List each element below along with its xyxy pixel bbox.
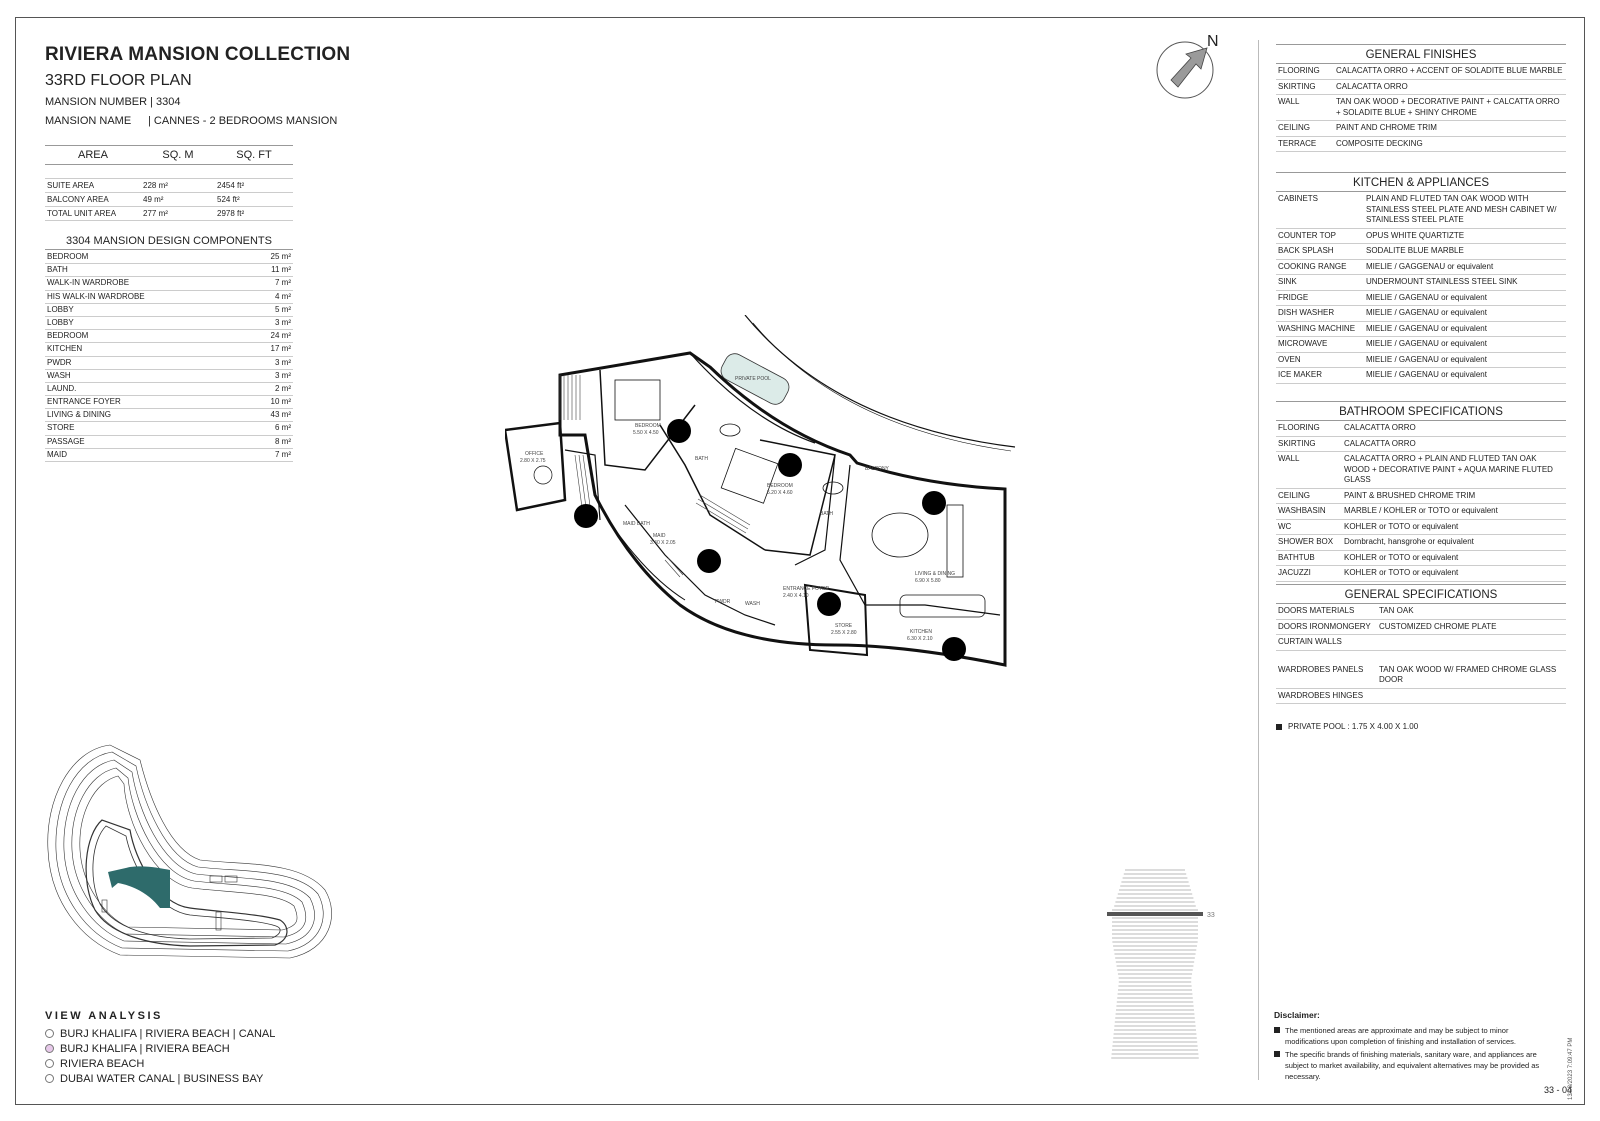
pool-label: PRIVATE POOL [735,376,771,382]
spec-key: SHOWER BOX [1278,537,1334,546]
general-finishes-title: GENERAL FINISHES [1276,44,1566,64]
office-walls [505,423,565,510]
store-label: STORE [835,623,853,629]
spec-value: SODALITE BLUE MARBLE [1366,246,1464,255]
document-title: RIVIERA MANSION COLLECTION [45,44,351,65]
private-pool-note [1276,722,1418,731]
component-area: 6 m² [275,423,291,433]
spec-key: ICE MAKER [1278,370,1323,379]
maid-wall [605,515,685,600]
mansion-name-value: | CANNES - 2 BEDROOMS MANSION [148,115,338,127]
list-item [45,291,293,304]
north-arrow-icon [1171,48,1207,87]
spec-key: OVEN [1278,354,1301,364]
disclaimer-text: The mentioned areas are approximate and may be subject to minor modifications upon completion of finishing and installation of services. [1285,1026,1516,1046]
spec-row [1276,620,1566,636]
area-sqm: 277 m² [141,207,215,221]
spec-key: CEILING [1278,123,1311,132]
legend-item [45,1071,275,1086]
component-name: WASH [47,370,71,380]
spec-key: WASHBASIN [1278,506,1326,515]
spec-value: MIELIE / GAGENAU or equivalent [1366,370,1487,379]
spec-value: MIELIE / GAGENAU or equivalent [1366,308,1487,317]
spec-key: DOORS MATERIALS [1278,606,1355,615]
component-name: BATH [47,265,68,275]
mansion-name-row [45,115,337,127]
component-name: HIS WALK-IN WARDROBE [47,291,145,301]
legend-swatch-icon [45,1074,54,1083]
current-floor-marker [1107,912,1203,916]
bullet-square-icon [1274,1051,1280,1057]
legend-swatch-icon [45,1059,54,1068]
spec-value: KOHLER or TOTO or equivalent [1344,568,1459,577]
spec-value: MIELIE / GAGENAU or equivalent [1366,339,1487,348]
bed-1 [615,380,660,420]
list-item [45,383,293,396]
component-area: 7 m² [275,449,291,459]
component-area: 25 m² [270,252,291,261]
spec-key: COUNTER TOP [1278,230,1336,240]
bath2-label: BATH [820,511,833,517]
wardrobe-hatch [665,558,683,577]
elevation-floor-lines [1111,870,1199,1058]
spec-key: COOKING RANGE [1278,261,1347,271]
building-elevation [1095,868,1225,1083]
column [817,592,841,616]
list-item [45,304,293,317]
component-area: 10 m² [270,397,291,407]
sqft-col-header: SQ. FT [215,146,293,165]
table-row [45,193,293,207]
spec-value: TAN OAK WOOD W/ FRAMED CHROME GLASS DOOR [1379,664,1557,684]
spec-row [1276,353,1566,369]
spec-value: CALACATTA ORRO + ACCENT OF SOLADITE BLUE MARBLE [1336,66,1563,75]
dining-table [947,505,963,577]
spec-value: KOHLER or TOTO or equivalent [1344,521,1459,531]
spec-row [1276,260,1566,276]
print-timestamp: 13/08/2023 7:09:47 PM [1568,1037,1574,1100]
legend-swatch-icon [45,1044,54,1053]
spec-row [1276,322,1566,338]
office-label: OFFICE [525,451,544,457]
spec-value: PAINT & BRUSHED CHROME TRIM [1344,490,1476,500]
column [922,491,946,515]
component-area: 43 m² [270,410,291,420]
spec-key: CABINETS [1278,194,1319,203]
balcony-outer-edge-inner [753,323,1011,451]
spec-row [1276,452,1566,489]
spec-value: TAN OAK [1379,606,1414,615]
building-contours [48,745,332,958]
spec-key: WALL [1278,454,1300,463]
legend-item [45,1041,275,1056]
spec-value: CALACATTA ORRO [1344,423,1416,432]
spec-row [1276,368,1566,384]
spec-key: FRIDGE [1278,292,1309,302]
list-item [45,436,293,449]
spec-value: Dornbracht, hansgrohe or equivalent [1344,537,1474,546]
area-sqft: 2978 ft² [215,207,293,221]
bath2-walls [795,455,835,565]
bath1-label: BATH [695,456,708,462]
column [778,453,802,477]
area-name: TOTAL UNIT AREA [45,207,141,221]
spec-row [1276,663,1566,689]
component-name: LOBBY [47,304,74,314]
spec-key: DOORS IRONMONGERY [1278,621,1371,631]
sqm-col-header: SQ. M [141,146,215,165]
spec-key: TERRACE [1278,138,1317,148]
spec-row [1276,244,1566,260]
spec-row [1276,121,1566,137]
column [667,419,691,443]
spec-value: KOHLER or TOTO or equivalent [1344,552,1459,562]
spec-row [1276,95,1566,121]
bathroom-title: BATHROOM SPECIFICATIONS [1276,401,1566,421]
components-title: 3304 MANSION DESIGN COMPONENTS [45,235,293,250]
area-name: SUITE AREA [45,179,141,193]
component-area: 3 m² [275,370,291,380]
area-sqft: 524 ft² [215,193,293,207]
area-sqm: 49 m² [141,193,215,207]
spec-value: MIELIE / GAGENAU or equivalent [1366,323,1487,333]
legend-swatch-icon [45,1029,54,1038]
mansion-name-label: MANSION NAME [45,115,132,127]
kitchen-label: KITCHEN [910,629,932,635]
spec-value: UNDERMOUNT STAINLESS STEEL SINK [1366,277,1518,286]
component-area: 4 m² [275,291,291,301]
general-specs-section [1276,584,1566,704]
area-table [45,145,293,221]
bathtub-icon [720,424,740,436]
entrance-dim: 2.40 X 4.10 [783,593,809,599]
list-item [45,357,293,370]
component-area: 8 m² [275,436,291,446]
list-item [45,449,293,462]
component-name: STORE [47,423,75,433]
component-name: LIVING & DINING [47,410,112,420]
component-name: PWDR [47,357,72,367]
kitchen-title: KITCHEN & APPLIANCES [1276,172,1566,192]
spec-key: BATHTUB [1278,552,1315,562]
area-col-header: AREA [45,146,141,165]
maid-label: MAID [653,533,666,539]
column [574,504,598,528]
disclaimer [1274,1010,1549,1084]
spec-key: DISH WASHER [1278,308,1335,317]
spec-value: MARBLE / KOHLER or TOTO or equivalent [1344,506,1498,515]
general-specs-title: GENERAL SPECIFICATIONS [1276,584,1566,604]
spec-key: WASHING MACHINE [1278,323,1356,333]
spec-row [1276,635,1566,651]
store-dim: 2.55 X 2.80 [831,630,857,636]
spec-row [1276,566,1566,582]
component-area: 2 m² [275,383,291,393]
spec-value: PLAIN AND FLUTED TAN OAK WOOD WITH STAINLESS STEEL PLATE AND MESH CABINET W/ STAINLESS STEEL PLATE [1366,194,1557,224]
mansion-number: MANSION NUMBER | 3304 [45,96,181,108]
private-pool-text: PRIVATE POOL : 1.75 X 4.00 X 1.00 [1288,722,1419,731]
spec-row [1276,520,1566,536]
components-list [45,251,293,462]
spec-value: COMPOSITE DECKING [1336,138,1423,148]
spec-value: PAINT AND CHROME TRIM [1336,123,1437,132]
sofa-set [872,513,928,557]
component-area: 3 m² [275,357,291,367]
entrance-label: ENTRANCE FOYER [783,586,830,592]
spec-key: SKIRTING [1278,81,1316,91]
spec-row [1276,137,1566,153]
spec-value [1379,637,1564,648]
spec-row [1276,291,1566,307]
bullet-square-icon [1274,1027,1280,1033]
spec-row [1276,275,1566,291]
disclaimer-heading: Disclaimer: [1274,1010,1320,1020]
spec-row [1276,421,1566,437]
spec-row [1276,229,1566,245]
office-dim: 2.80 X 2.75 [520,458,546,464]
area-name: BALCONY AREA [45,193,141,207]
component-name: BEDROOM [47,252,89,261]
list-item [45,409,293,422]
bedroom2-dim: 5.20 X 4.60 [767,490,793,496]
spec-row [1276,604,1566,620]
bath1-walls [660,425,765,550]
living-label: LIVING & DINING [915,571,956,577]
list-item [45,343,293,356]
spec-key: JACUZZI [1278,568,1311,577]
bathroom-section [1276,401,1566,582]
legend-label: RIVIERA BEACH [60,1057,145,1070]
list-item [45,330,293,343]
wash-label: WASH [745,601,760,607]
office-chair [534,466,552,484]
list-item [45,317,293,330]
spec-value: CALACATTA ORRO [1336,81,1408,91]
floor-marker-label: 33 [1207,912,1215,919]
list-item [45,396,293,409]
component-name: MAID [47,449,67,459]
spec-key: BACK SPLASH [1278,246,1334,255]
spec-value [1379,691,1564,702]
view-analysis-legend [45,1026,275,1086]
component-name: KITCHEN [47,344,83,354]
view-analysis [45,1010,275,1086]
spec-value: CALACATTA ORRO [1344,438,1416,448]
component-name: ENTRANCE FOYER [47,397,121,407]
living-dim: 6.90 X 5.80 [915,578,941,584]
spec-key: FLOORING [1278,66,1320,75]
spec-value: CALACATTA ORRO + PLAIN AND FLUTED TAN OAK WOOD + DECORATIVE PAINT + AQUA MARINE FLUTED GLASS [1344,454,1553,484]
kitchen-section [1276,172,1566,384]
spec-row [1276,64,1566,80]
list-item [45,422,293,435]
floor-subtitle: 33RD FLOOR PLAN [45,72,192,89]
bedroom1-label: BEDROOM [635,423,661,429]
spec-row [1276,80,1566,96]
pwdr-label: PWDR [715,599,731,605]
maid-bath-label: MAID BATH [623,521,650,527]
spec-key: WARDROBES HINGES [1278,690,1364,700]
component-name: PASSAGE [47,436,85,446]
spec-row [1276,689,1566,705]
component-area: 17 m² [270,344,291,354]
spec-key: SINK [1278,277,1297,286]
balcony-label: BALCONY [865,466,889,472]
spec-key: CEILING [1278,490,1311,500]
component-name: LAUND. [47,383,77,393]
area-sqft: 2454 ft² [215,179,293,193]
list-item [45,251,293,264]
compass-north-label: N [1207,33,1219,50]
spec-row [1276,337,1566,353]
spec-key: WARDROBES PANELS [1278,664,1364,674]
wardrobe-hatch [696,495,750,533]
component-name: WALK-IN WARDROBE [47,278,130,288]
floor-plan [505,315,1025,690]
spec-row [1276,306,1566,322]
component-area: 11 m² [271,265,291,275]
bedroom1-dim: 5.50 X 4.50 [633,430,659,436]
bullet-square-icon [1276,724,1282,730]
legend-label: BURJ KHALIFA | RIVIERA BEACH [60,1042,230,1055]
spec-value: TAN OAK WOOD + DECORATIVE PAINT + CALCATTA ORRO + SOLADITE BLUE + SHINY CHROME [1336,97,1560,117]
spec-value: CUSTOMIZED CHROME PLATE [1379,621,1497,631]
component-name: LOBBY [47,317,74,327]
legend-item [45,1026,275,1041]
list-item [45,370,293,383]
panel-divider [1258,40,1259,1080]
key-plan [40,740,340,980]
spec-key: MICROWAVE [1278,339,1328,348]
disclaimer-text: The specific brands of finishing materials, sanitary ware, and appliances are subject to market availability, and equivalent alternatives may be provided as necessary. [1285,1050,1540,1081]
spec-value: MIELIE / GAGENAU or equivalent [1366,292,1487,302]
spec-value: OPUS WHITE QUARTIZTE [1366,230,1465,240]
view-analysis-title: VIEW ANALYSIS [45,1010,163,1022]
bedroom2-label: BEDROOM [767,483,793,489]
table-row [45,179,293,193]
unit-highlight [108,866,170,908]
legend-item [45,1056,275,1071]
spec-key: WC [1278,521,1292,531]
disclaimer-item [1274,1049,1549,1082]
component-area: 5 m² [275,304,291,314]
component-area: 7 m² [275,278,291,288]
spec-row [1276,192,1566,229]
table-row [45,207,293,221]
structural-columns [574,419,966,661]
wardrobe-hatch [560,375,580,420]
maid-dim: 3.40 X 2.05 [650,540,676,546]
list-item [45,277,293,290]
spec-row [1276,551,1566,567]
column [697,549,721,573]
legend-label: DUBAI WATER CANAL | BUSINESS BAY [60,1072,264,1085]
spec-row [1276,535,1566,551]
spec-row [1276,489,1566,505]
spec-value: MIELIE / GAGENAU or equivalent [1366,354,1487,364]
component-area: 3 m² [275,317,291,327]
area-sqm: 228 m² [141,179,215,193]
spec-row [1276,504,1566,520]
list-item [45,264,293,277]
area-table-header [45,146,293,165]
kitchen-dim: 6.30 X 2.10 [907,636,933,642]
general-finishes-section [1276,44,1566,152]
component-area: 24 m² [270,331,291,341]
spec-value: MIELIE / GAGGENAU or equivalent [1366,261,1494,271]
disclaimer-item [1274,1025,1549,1047]
spec-row [1276,437,1566,453]
page-number: 33 - 04 [1544,1085,1573,1095]
north-compass [1155,30,1225,102]
kitchen-island [900,595,985,617]
legend-label: BURJ KHALIFA | RIVIERA BEACH | CANAL [60,1027,276,1040]
spec-key: SKIRTING [1278,438,1316,448]
component-name: BEDROOM [47,331,89,341]
spec-key: WALL [1278,97,1300,106]
column [942,637,966,661]
spec-key: FLOORING [1278,423,1320,432]
spec-key: CURTAIN WALLS [1278,637,1342,646]
